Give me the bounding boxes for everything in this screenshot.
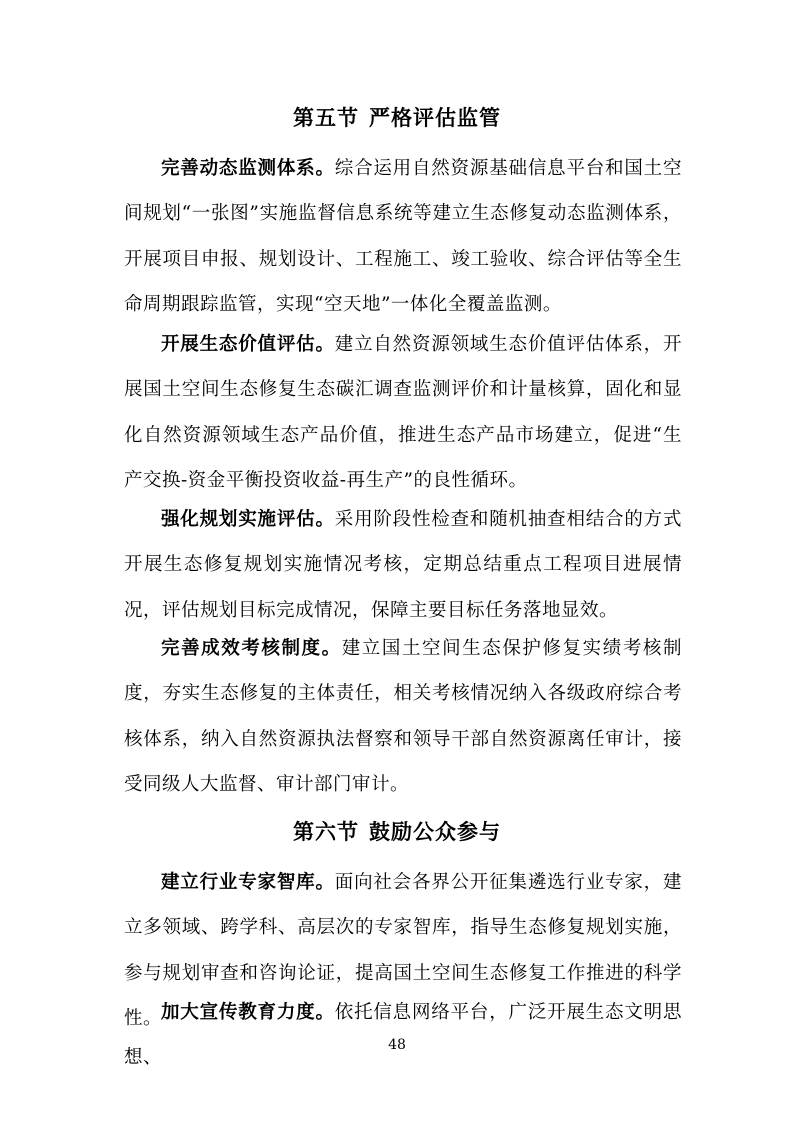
paragraph-lead: 加大宣传教育力度。	[161, 1002, 335, 1023]
paragraph	[124, 497, 682, 633]
paragraph-body: 综合运用自然资源基础信息平台和国土空间规划“一张图”实施监督信息系统等建立生态修复动态监测体系，开展项目申报、规划设计、工程施工、竣工验收、综合评估等全生命周期跟踪监管，实现“空天地”一体化全覆盖监测。	[124, 158, 682, 315]
paragraph-lead: 强化规划实施评估。	[161, 509, 335, 530]
paragraph	[124, 146, 682, 327]
section-heading-number: 第六节	[293, 820, 359, 844]
paragraph-body: 依托信息网络平台，广泛开展生态文明思想、	[124, 1002, 682, 1069]
paragraph-lead: 完善成效考核制度。	[161, 638, 342, 659]
paragraph-body: 建立自然资源领域生态价值评估体系，开展国土空间生态修复生态碳汇调查监测评价和计量核算，固化和显化自然资源领域生态产品价值，推进生态产品市场建立，促进“生产交换-资金平衡投资收益-再生产”的良性循环。	[124, 334, 682, 491]
paragraph-lead: 开展生态价值评估。	[161, 334, 335, 355]
page-number: 48	[388, 1037, 406, 1053]
section-heading-number: 第五节	[293, 106, 359, 130]
section-heading-title: 严格评估监管	[369, 106, 501, 130]
paragraph	[124, 626, 682, 807]
paragraph-body: 采用阶段性检查和随机抽查相结合的方式开展生态修复规划实施情况考核，定期总结重点工程项目进展情况，评估规划目标完成情况，保障主要目标任务落地显效。	[124, 509, 682, 621]
paragraph-lead: 建立行业专家智库。	[161, 872, 335, 893]
section-heading-5	[0, 104, 794, 132]
section-heading-title: 鼓励公众参与	[369, 820, 501, 844]
paragraph-body: 建立国土空间生态保护修复实绩考核制度，夯实生态修复的主体责任，相关考核情况纳入各级政府综合考核体系，纳入自然资源执法督察和领导干部自然资源离任审计，接受同级人大监督、审计部门审计。	[124, 638, 682, 795]
paragraph-body: 面向社会各界公开征集遴选行业专家，建立多领域、跨学科、高层次的专家智库，指导生态修复规划实施，参与规划审查和咨询论证，提高国土空间生态修复工作推进的科学性。	[124, 872, 682, 1029]
paragraph	[124, 322, 682, 503]
paragraph-lead: 完善动态监测体系。	[161, 158, 335, 179]
section-heading-6	[0, 818, 794, 846]
